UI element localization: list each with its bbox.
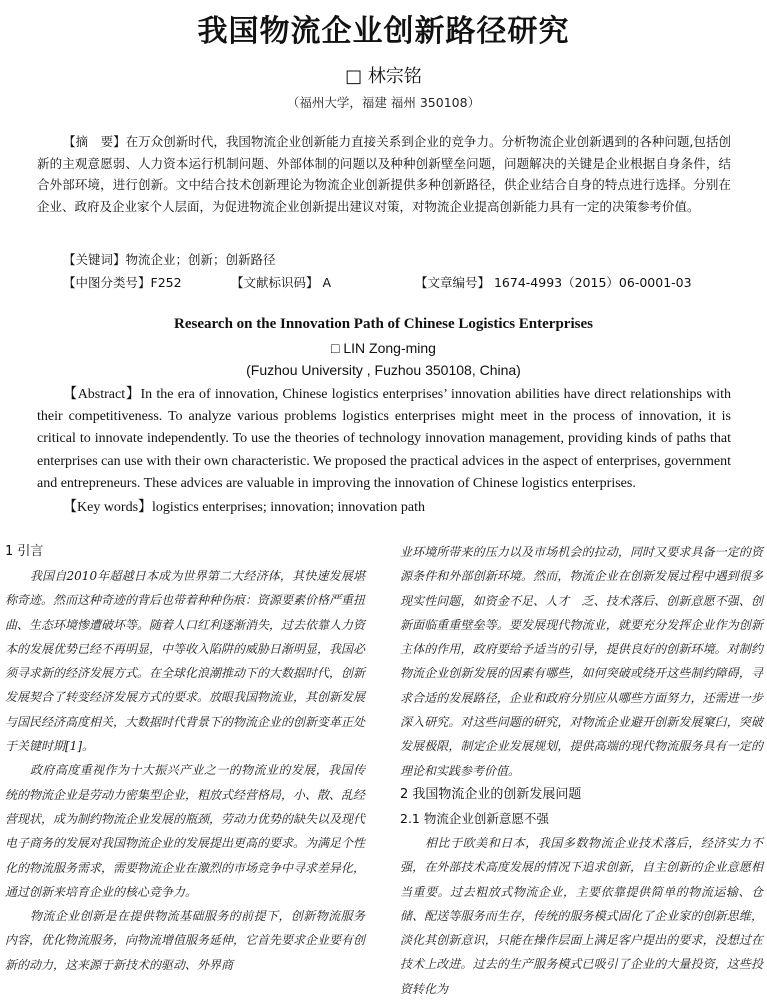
english-title: Research on the Innovation Path of Chinese Logistics Enterprises [174, 316, 593, 332]
english-abstract: 【Abstract】In the era of innovation, Chinese logistics enterprises’ innovation abilities have direct relationships with their competitiveness. To analyze various problems logistics enterprises might meet in the process of innovation, it is critical to innovate independently. To use the theories of technology innovation management, providing kinds of paths that enterprises can use with their own characteristic. We proposed the practical advices in the aspect of enterprises, government and entrepreneurs. These advices are valuable in improving the innovation of Chinese logistics enterprises. [37, 387, 731, 491]
section-heading-introduction: 1 引言 [5, 544, 44, 559]
body-column-left [5, 540, 365, 977]
english-affiliation: (Fuzhou University , Fuzhou 350108, China) [246, 362, 521, 378]
body-paragraph: 我国自2010年超越日本成为世界第二大经济体，其快速发展堪称奇迹。然而这种奇迹的背后也带着种种伤痕：资源要素价格严重扭曲、生态环境惨遭破坏等。随着人口红利逐渐消失，过去依靠人力资本的发展优势已经不再明显，中等收入陷阱的威胁日渐明显，我国必须寻求新的经济发展方式。在全球化浪潮推动下的大数据时代，创新发展契合了转变经济发展方式的要求。放眼我国物流业，其创新发展与国民经济高度相关，大数据时代背景下的物流企业的创新变革正处于关键时期[1]。 [5, 569, 366, 754]
english-author: □ LIN Zong-ming [331, 340, 436, 356]
english-keywords: 【Key words】logistics enterprises; innovation; innovation path [63, 500, 426, 515]
section-heading-problems: 2 我国物流企业的创新发展问题 [400, 786, 582, 802]
chinese-keywords: 【关键词】物流企业；创新；创新路径 [63, 252, 276, 267]
body-column-right [400, 540, 763, 1001]
body-paragraph: 相比于欧美和日本，我国多数物流企业技术落后，经济实力不强，在外部技术高度发展的情况下追求创新，自主创新的企业意愿相当重要。过去粗放式物流企业，主要依靠提供简单的物流运输、仓储、配送等服务而生存，传统的服务模式固化了企业家的创新思维，淡化其创新意识，只能在操作层面上满足客户提出的要求，没想过在技术上改进。过去的生产服务模式已吸引了企业的大量投资，这些投资转化为 [400, 835, 763, 996]
body-paragraph: 业环境所带来的压力以及市场机会的拉动，同时又要求具备一定的资源条件和外部创新环境。然而，物流企业在创新发展过程中遇到很多现实性问题，如资金不足、人才 乏、技术落后、创新意愿不强、创新面临重重壁垒等。要发展现代物流业，就要充分发挥企业作为创新主体的作用，政府要给予适当的引导，提供良好的创新环境。对制约物流企业创新发展的因素有哪些，如何突破或绕开这些制约障碍，寻求合适的发展路径，企业和政府分别应从哪些方面努力，还需进一步深入研究。对这些问题的研究，对物流企业避开创新发展窠臼，突破发展极限，制定企业发展规划，提供高端的现代物流服务具有一定的理论和实践参考价值。 [400, 545, 763, 778]
author-name: □ 林宗铭 [345, 66, 422, 87]
body-paragraph: 物流企业创新是在提供物流基础服务的前提下，创新物流服务内容，优化物流服务，向物流增值服务延伸，它首先要求企业要有创新的动力，这来源于新技术的驱动、外界商 [5, 909, 366, 972]
body-paragraph: 政府高度重视作为十大振兴产业之一的物流业的发展，我国传统的物流企业是劳动力密集型企业，粗放式经营格局，小、散、乱经营现状，成为制约物流企业发展的瓶颈，劳动力优势的缺失以及现代电子商务的发展对我国物流企业的发展提出更高的要求。为满足个性化的物流服务需求，需要物流企业在激烈的市场竞争中寻求差异化，通过创新来培育企业的核心竞争力。 [5, 763, 366, 899]
chinese-abstract: 【摘 要】在万众创新时代，我国物流企业创新能力直接关系到企业的竞争力。分析物流企业创新遇到的各种问题,包括创新的主观意愿弱、人力资本运行机制问题、外部体制的问题以及种种创新壁垒问题，问题解决的关键是企业根据自身条件，结合外部环境，进行创新。文中结合技术创新理论为物流企业创新提供多种创新路径，供企业结合自身的特点进行选择。分别在企业、政府及企业家个人层面，为促进物流企业创新提出建议对策，对物流企业提高创新能力具有一定的决策参考价值。 [37, 134, 731, 214]
clc-number: 【中图分类号】F252 [63, 275, 182, 290]
paper-title: 我国物流企业创新路径研究 [197, 14, 570, 49]
document-code: 【文献标识码】 A [231, 275, 332, 290]
subsection-heading: 2.1 物流企业创新意愿不强 [400, 810, 549, 826]
article-number: 【文章编号】 1674-4993（2015）06-0001-03 [415, 275, 692, 290]
author-affiliation: （福州大学，福建 福州 350108） [286, 95, 481, 110]
